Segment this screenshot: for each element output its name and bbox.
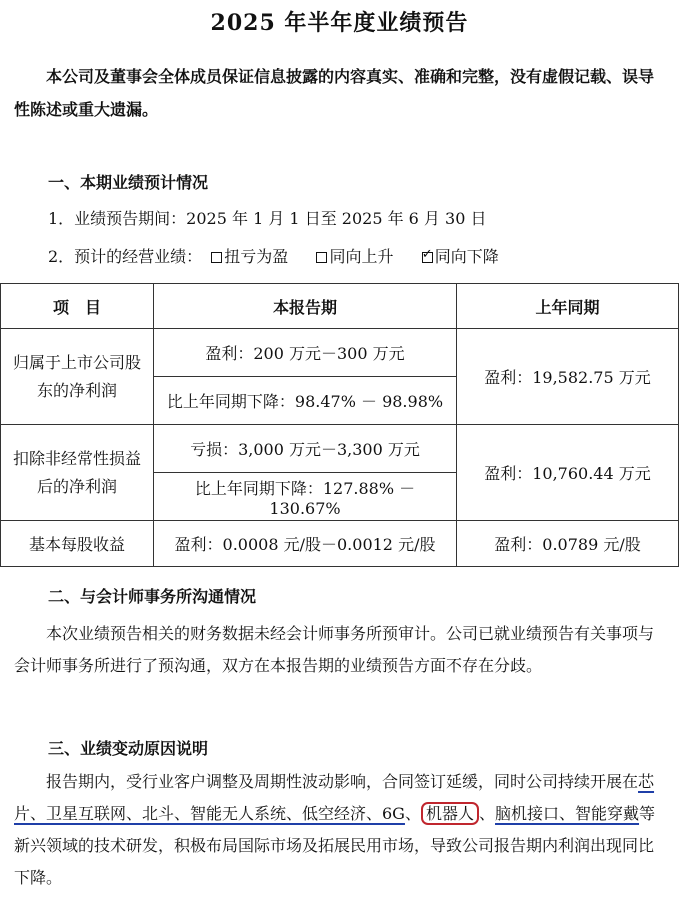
table-row — [1, 329, 679, 377]
option-decrease: 同向下降 — [434, 247, 499, 266]
net-profit-range: 盈利：200 万元－300 万元 — [154, 329, 457, 377]
separator: 、 — [404, 804, 421, 823]
checkbox-icon — [211, 252, 222, 263]
checkbox-icon — [316, 252, 327, 263]
document-title: 2025 年半年度业绩预告 — [210, 10, 469, 36]
row-label-net-profit: 归属于上市公司股东的净利润 — [1, 329, 154, 425]
performance-table — [0, 283, 679, 567]
checked-checkbox-icon — [422, 252, 433, 263]
separator: 、 — [479, 804, 496, 823]
net-profit-prior: 盈利：19,582.75 万元 — [457, 329, 679, 425]
forecast-type-label: 2．预计的经营业绩： — [48, 247, 203, 266]
adjusted-profit-change: 比上年同期下降：127.88% － 130.67% — [154, 473, 457, 521]
underlined-fields-2: 脑机接口、智能穿戴 — [495, 804, 640, 823]
eps-range: 盈利：0.0008 元/股－0.0012 元/股 — [154, 521, 457, 567]
table-header-row — [1, 284, 679, 329]
section3-body — [14, 766, 664, 894]
eps-prior: 盈利：0.0789 元/股 — [457, 521, 679, 567]
row-label-adjusted-profit: 扣除非经常性损益后的净利润 — [1, 425, 154, 521]
boxed-robot-text: 机器人 — [421, 802, 479, 825]
row-label-eps: 基本每股收益 — [1, 521, 154, 567]
board-statement: 本公司及董事会全体成员保证信息披露的内容真实、准确和完整，没有虚假记载、误导性陈述或重大遗漏。 — [14, 67, 655, 119]
header-item: 项 目 — [1, 284, 154, 329]
section2-heading: 二、与会计师事务所沟通情况 — [48, 587, 257, 606]
header-current-period: 本报告期 — [154, 284, 457, 329]
net-profit-change: 比上年同期下降：98.47% － 98.98% — [154, 377, 457, 425]
forecast-type-row — [48, 244, 499, 267]
option-turnaround: 扭亏为盈 — [224, 247, 289, 266]
section3-text-after: 等新兴领域的技术研发，积极布局国际市场及拓展民用市场，导致公司报告期内利润出现同比下降。 — [14, 804, 656, 887]
section3-text-before: 报告期内，受行业客户调整及周期性波动影响，合同签订延缓，同时公司持续开展在 — [46, 772, 639, 791]
adjusted-profit-range: 亏损：3,000 万元－3,300 万元 — [154, 425, 457, 473]
section2-body: 本次业绩预告相关的财务数据未经会计师事务所预审计。公司已就业绩预告有关事项与会计师事务所进行了预沟通，双方在本报告期的业绩预告方面不存在分歧。 — [14, 624, 655, 675]
adjusted-profit-prior: 盈利：10,760.44 万元 — [457, 425, 679, 521]
forecast-period: 1．业绩预告期间：2025 年 1 月 1 日至 2025 年 6 月 30 日 — [48, 209, 487, 228]
section3-heading: 三、业绩变动原因说明 — [48, 739, 209, 758]
header-prior-period: 上年同期 — [457, 284, 679, 329]
section1-heading: 一、本期业绩预计情况 — [48, 173, 209, 192]
table-row — [1, 521, 679, 567]
underlined-fields-1: 芯片、卫星互联网、北斗、智能无人系统、低空经济、6G — [14, 772, 655, 823]
table-row — [1, 425, 679, 473]
option-increase: 同向上升 — [329, 247, 394, 266]
